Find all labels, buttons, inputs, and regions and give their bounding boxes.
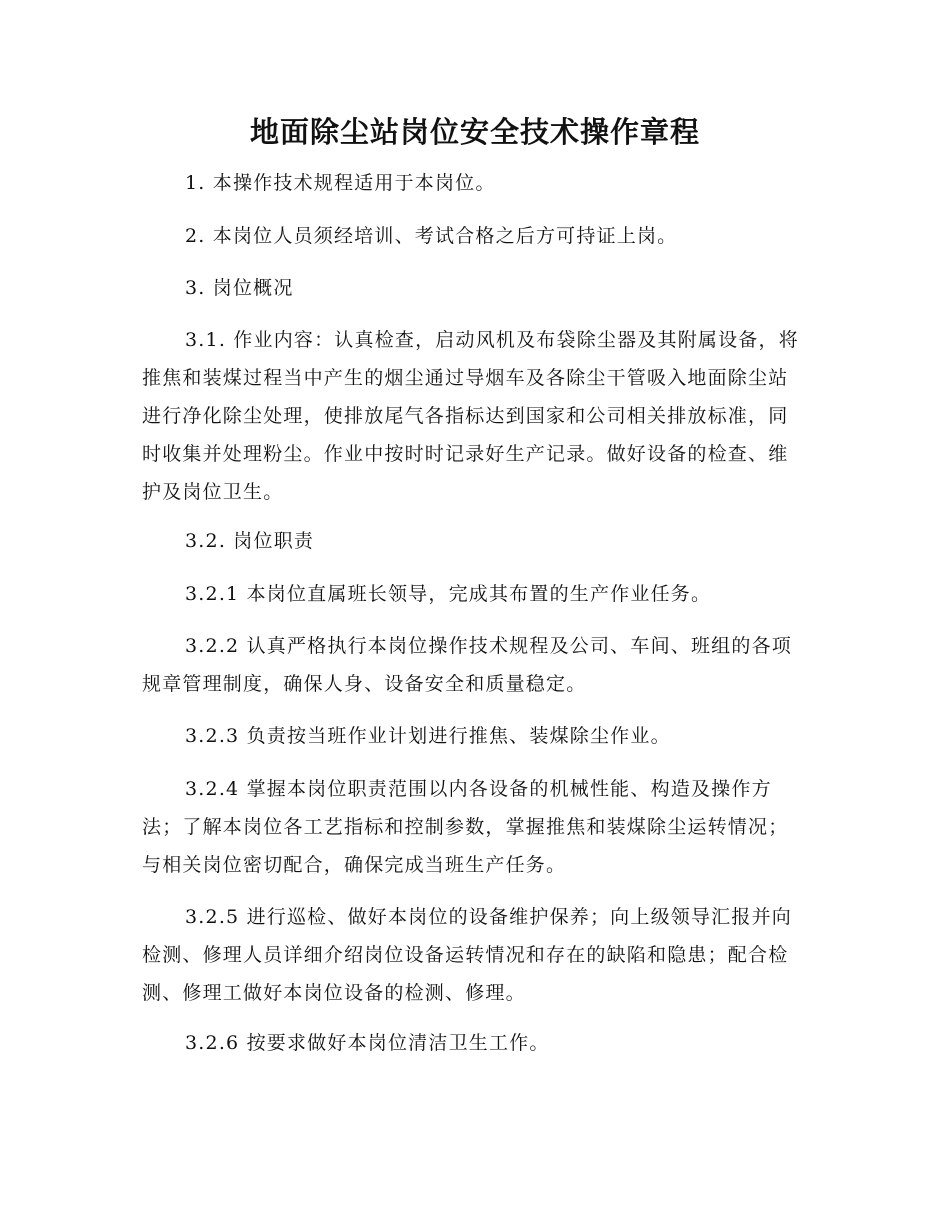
paragraph-3-2-2: 3.2.2 认真严格执行本岗位操作技术规程及公司、车间、班组的各项规章管理制度，确保人身、设备安全和质量稳定。 bbox=[142, 635, 792, 695]
paragraph-3-2-3: 3.2.3 负责按当班作业计划进行推焦、装煤除尘作业。 bbox=[185, 725, 671, 747]
paragraph-3: 3. 岗位概况 bbox=[185, 277, 294, 299]
paragraph-3-2-5: 3.2.5 进行巡检、做好本岗位的设备维护保养；向上级领导汇报并向检测、修理人员详细介绍岗位设备运转情况和存在的缺陷和隐患；配合检测、修理工做好本岗位设备的检测、修理。 bbox=[142, 906, 792, 1004]
paragraph-3-2-6: 3.2.6 按要求做好本岗位清洁卫生工作。 bbox=[185, 1032, 550, 1054]
paragraph-3-2: 3.2. 岗位职责 bbox=[185, 530, 315, 552]
paragraph-3-1: 3.1. 作业内容：认真检查，启动风机及布袋除尘器及其附属设备，将推焦和装煤过程当中产生的烟尘通过导烟车及各除尘干管吸入地面除尘站进行净化除尘处理，使排放尾气各指标达到国家和公司相关排放标准，同时收集并处理粉尘。作业中按时时记录好生产记录。做好设备的检查、维护及岗位卫生。 bbox=[142, 329, 799, 503]
document-title: 地面除尘站岗位安全技术操作章程 bbox=[249, 115, 700, 149]
paragraph-1: 1. 本操作技术规程适用于本岗位。 bbox=[185, 172, 496, 194]
paragraph-3-2-1: 3.2.1 本岗位直属班长领导，完成其布置的生产作业任务。 bbox=[185, 583, 712, 605]
paragraph-3-2-4: 3.2.4 掌握本岗位职责范围以内各设备的机械性能、构造及操作方法；了解本岗位各工艺指标和控制参数，掌握推焦和装煤除尘运转情况；与相关岗位密切配合，确保完成当班生产任务。 bbox=[142, 778, 789, 876]
paragraph-2: 2. 本岗位人员须经培训、考试合格之后方可持证上岗。 bbox=[185, 225, 678, 247]
